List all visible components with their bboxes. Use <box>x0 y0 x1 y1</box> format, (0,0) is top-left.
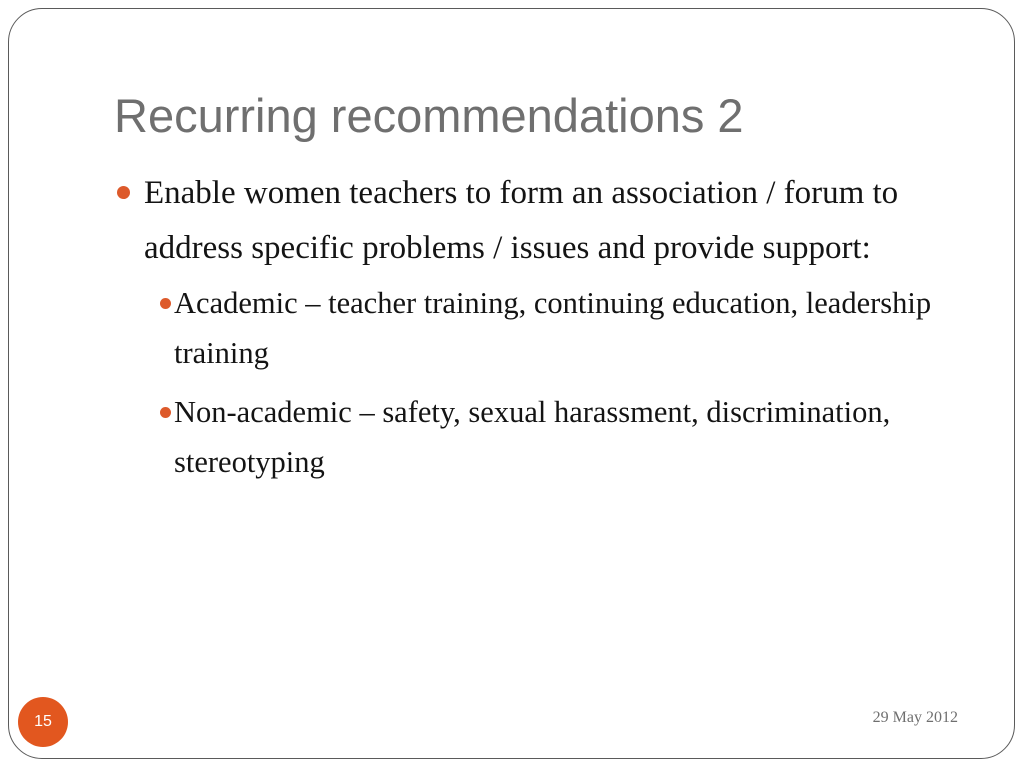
sub-bullet-item <box>144 387 974 487</box>
sub-bullet-item <box>144 278 974 378</box>
bullet-list <box>114 166 974 496</box>
bullet-text: Enable women teachers to form an association / forum to address specific problems / issues and provide support: <box>144 175 899 266</box>
sub-bullet-dot-icon <box>160 407 171 418</box>
page-number-badge: 15 <box>18 697 68 747</box>
sub-bullet-dot-icon <box>160 298 171 309</box>
sub-bullet-text: Academic – teacher training, continuing education, leadership training <box>174 286 932 370</box>
sub-bullet-text: Non-academic – safety, sexual harassment, discrimination, stereotyping <box>174 395 891 479</box>
bullet-item <box>114 166 974 487</box>
bullet-dot-icon <box>117 186 130 199</box>
footer-date: 29 May 2012 <box>872 709 958 726</box>
sub-bullet-list <box>144 278 974 487</box>
slide-title: Recurring recommendations 2 <box>114 89 744 142</box>
